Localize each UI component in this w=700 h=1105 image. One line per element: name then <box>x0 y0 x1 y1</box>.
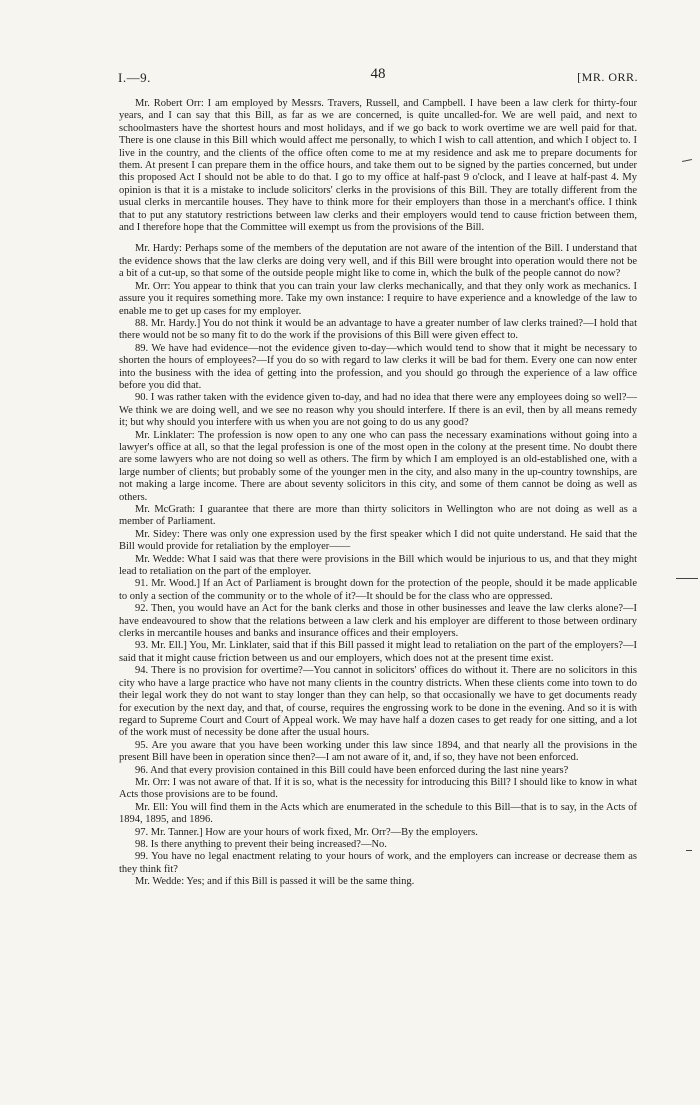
paragraph: 90. I was rather taken with the evidence given to-day, and had no idea that there were any employees doing so well?—We think we are doing well, and we see no reason why you should interfere. If there is an evil, then by all means remedy it; but why should you interfere with us when you are not going to do us any good? <box>119 392 637 429</box>
evidence-text <box>119 98 637 889</box>
paragraph: 89. We have had evidence—not the evidence given to-day—which would tend to show that it might be necessary to shorten the hours of employees?—If you do so with regard to law clerks it will be bad for them. Every one can now enter into the business with the idea of getting into the profession, and you should go through the experience of a law office before you did that. <box>119 342 637 391</box>
margin-scan-mark <box>682 159 692 162</box>
paragraph: 96. And that every provision contained in this Bill could have been enforced during the last nine years? <box>135 764 569 776</box>
margin-scan-mark <box>676 578 698 579</box>
paragraph: Mr. Sidey: There was only one expression used by the first speaker which I did not quite understand. He said that the Bill would provide for retaliation by the employer—— <box>119 528 637 553</box>
paragraph: 95. Are you aware that you have been working under this law since 1894, and that nearly all the provisions in the present Bill have been in operation since then?—I am not aware of it, and, if so, they have not been enforced. <box>119 739 637 764</box>
paragraph: 88. Mr. Hardy.] You do not think it would be an advantage to have a greater number of law clerks trained?—I hold that there would not be so many fit to do the work if the provisions of this Bill were given effect to. <box>119 317 637 342</box>
paragraph: Mr. Orr: You appear to think that you can train your law clerks mechanically, and that they only work as mechanics. I assure you it requires something more. Take my own instance: I require to have experience and a knowledge of the law to enable me to get up cases for my employer. <box>119 280 637 317</box>
parliamentary-paper-reference: I.—9. <box>118 70 151 85</box>
paragraph: Mr. Linklater: The profession is now open to any one who can pass the necessary examinations without going into a lawyer's office at all, so that the legal profession is one of the most open in the colony at the present time. No doubt there are some lawyers who are not doing so well as others. The firm by which I am employed is an old-established one, with a large number of clients; but probably some of the younger men in the city, and also many in the up-country townships, are not making a large income. There are about seventy solicitors in this city, and some of them cannot be doing as well as others. <box>119 429 637 503</box>
paragraph: 97. Mr. Tanner.] How are your hours of work fixed, Mr. Orr?—By the employers. <box>135 826 478 838</box>
paragraph: 99. You have no legal enactment relating to your hours of work, and the employers can increase or decrease them as they think fit? <box>119 851 637 875</box>
running-speaker-head: [MR. ORR. <box>577 70 638 84</box>
page-number: 48 <box>370 66 386 82</box>
paragraph: Mr. Wedde: What I said was that there were provisions in the Bill which would be injurious to us, and that they might lead to retaliation on the part of the employer. <box>119 553 637 578</box>
paragraph: Mr. McGrath: I guarantee that there are more than thirty solicitors in Wellington who are not doing as well as a member of Parliament. <box>119 504 637 528</box>
paragraph: 94. There is no provision for overtime?—You cannot in solicitors' offices do without it. There are no solicitors in this city who have a large practice who have not many clients in the country districts. When these clients come into town to do their legal work they do not want to stay longer than they can help, so that occasionally we have to get documents ready for execution by the next day, and that, of course, requires the engrossing work to be done in the evening. And so it is with regard to Supreme Court and Court of Appeal work. We may have half a dozen cases to get ready for one sitting, and a lot of the work must of necessity be done after the usual hours. <box>119 665 637 739</box>
paragraph: Mr. Orr: I was not aware of that. If it is so, what is the necessity for introducing this Bill? I should like to know in what Acts those provisions are to be found. <box>119 776 637 801</box>
paragraph: 93. Mr. Ell.] You, Mr. Linklater, said that if this Bill passed it might lead to retaliation on the part of the employers?—I said that it might cause friction between us and our employers, which does not at the present time exist. <box>119 640 637 664</box>
paragraph: Mr. Robert Orr: I am employed by Messrs. Travers, Russell, and Campbell. I have been a law clerk for thirty-four years, and I can say that this Bill, as far as we are concerned, is quite uncalled-for. We are well paid, and next to schoolmasters have the shortest hours and most holidays, and if we go back to work overtime we are well paid for that. There is one clause in this Bill which would affect me personally, to which I wish to call attention, and which I object to. I live in the country, and the clients of the office often come to me at my residence and ask me to prepare documents for them. At present I can prepare them in the office hours, and take them out to be signed by the parties concerned, but under this proposed Act I should not be able to do that. I go to my office at half-past 9 o'clock, and I leave at half-past 4. My opinion is that it is a mistake to include solicitors' clerks in the provisions of this Bill. They are totally different from the usual clerks in mercantile houses. They have to think more for their employers than those in a merchant's office. I think that to put any statutory restrictions between law clerks and their employers would tend to cause friction between them, and I therefore hope that the Committee will exempt us from the provisions of the Bill. <box>119 98 637 234</box>
paragraph: Mr. Ell: You will find them in the Acts which are enumerated in the schedule to this Bill—that is to say, in the Acts of 1894, 1895, and 1896. <box>119 801 637 826</box>
paragraph: 98. Is there anything to prevent their being increased?—No. <box>135 838 387 850</box>
margin-scan-mark <box>686 850 692 851</box>
page-header <box>118 66 638 90</box>
paragraph: 91. Mr. Wood.] If an Act of Parliament is brought down for the protection of the people, should it be made applicable to only a section of the community or to the whole of it?—It should be for the class who are oppressed. <box>119 578 637 602</box>
paragraph: 92. Then, you would have an Act for the bank clerks and those in other businesses and leave the law clerks alone?—I have endeavoured to show that the relations between a law clerk and his employer are different to those between ordinary clerks in mercantile houses and banks and insurance offices and their employers. <box>119 603 637 640</box>
paragraph: Mr. Hardy: Perhaps some of the members of the deputation are not aware of the intention of the Bill. I understand that the evidence shows that the law clerks are doing very well, and if this Bill were brought into operation would there not be a bit of a cut-up, so that some of the outside people might like to come in, which the bulk of the people cannot do now? <box>119 243 637 280</box>
paragraph: Mr. Wedde: Yes; and if this Bill is passed it will be the same thing. <box>135 876 415 888</box>
